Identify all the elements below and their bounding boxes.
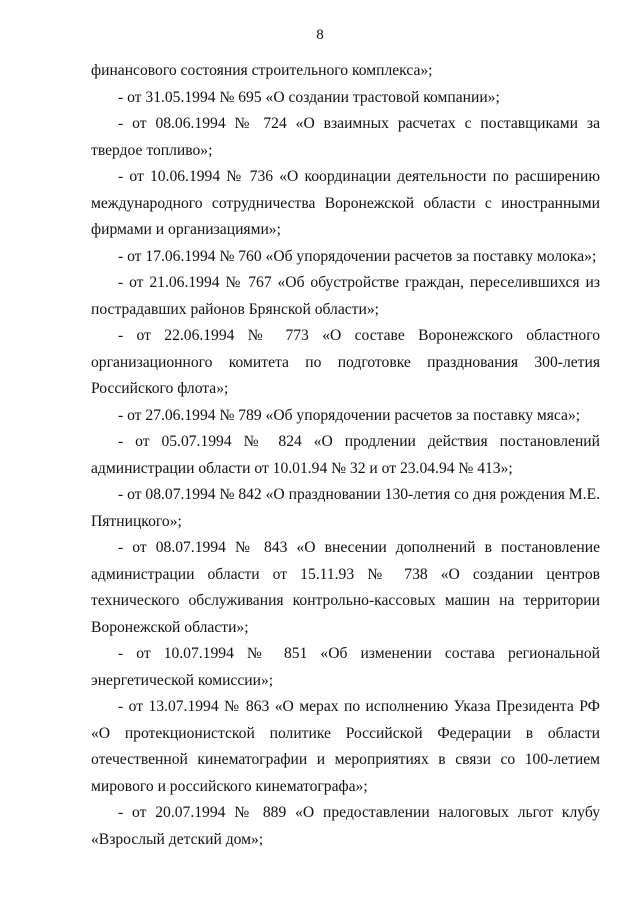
decree-item-843: - от 08.07.1994 № 843 «О внесении дополнений в постановление администрации области от 15.11.93 № 738 «О создании центров технического обслуживания контрольно-кассовых машин на территории Воронежской области»; xyxy=(91,539,600,636)
decree-item-724: - от 08.06.1994 № 724 «О взаимных расчетах с поставщиками за твердое топливо»; xyxy=(91,115,600,159)
decree-item-863: - от 13.07.1994 № 863 «О мерах по исполнению Указа Президента РФ «О протекционистской политике Российской Федерации в области отечественной кинематографии и мероприятиях в связи со 100-летием мирового и российского кинематографа»; xyxy=(91,698,600,795)
decree-item-889: - от 20.07.1994 № 889 «О предоставлении налоговых льгот клубу «Взрослый детский дом»; xyxy=(91,804,600,848)
decree-item-824: - от 05.07.1994 № 824 «О продлении действия постановлений администрации области от 10.01.94 № 32 и от 23.04.94 № 413»; xyxy=(91,433,600,477)
decree-item-767: - от 21.06.1994 № 767 «Об обустройстве граждан, переселившихся из пострадавших районов Брянской области»; xyxy=(91,274,600,318)
decree-item-736: - от 10.06.1994 № 736 «О координации деятельности по расширению международного сотрудничества Воронежской области с иностранными фирмами и организациями»; xyxy=(91,168,600,238)
decree-item-773: - от 22.06.1994 № 773 «О составе Воронежского областного организационного комитета по подготовке празднования 300-летия Российского флота»; xyxy=(91,327,600,397)
paragraph-continuation: финансового состояния строительного комплекса»; xyxy=(91,62,433,79)
decree-item-842: - от 08.07.1994 № 842 «О праздновании 130-летия со дня рождения М.Е. Пятницкого»; xyxy=(91,486,600,530)
decree-item-760: - от 17.06.1994 № 760 «Об упорядочении расчетов за поставку молока»; xyxy=(118,247,597,265)
decree-item-789: - от 27.06.1994 № 789 «Об упорядочении расчетов за поставку мяса»; xyxy=(118,406,581,424)
decree-item-695: - от 31.05.1994 № 695 «О создании трастовой компании»; xyxy=(118,88,500,106)
document-body xyxy=(91,58,600,853)
page-number: 8 xyxy=(316,27,324,43)
decree-item-851: - от 10.07.1994 № 851 «Об изменении состава региональной энергетической комиссии»; xyxy=(91,645,600,689)
